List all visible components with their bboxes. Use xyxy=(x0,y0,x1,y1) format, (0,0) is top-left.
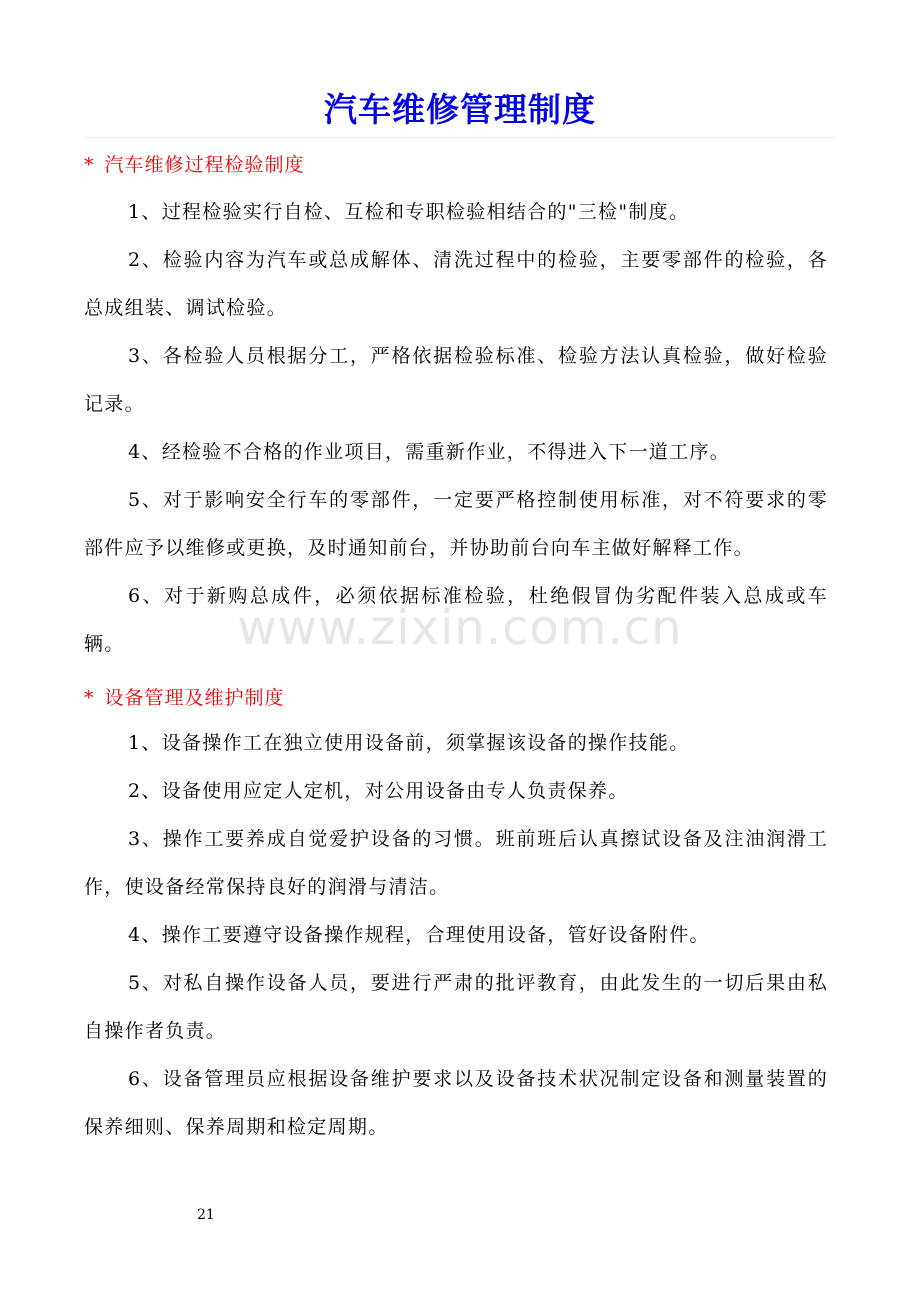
paragraph: 2、检验内容为汽车或总成解体、清洗过程中的检验，主要零部件的检验，各总成组装、调试检验。 xyxy=(84,249,828,319)
paragraph: 1、过程检验实行自检、互检和专职检验相结合的"三检"制度。 xyxy=(128,201,690,223)
section-heading-text: 汽车维修过程检验制度 xyxy=(104,154,305,176)
title-divider xyxy=(84,137,836,138)
paragraph: 4、经检验不合格的作业项目，需重新作业，不得进入下一道工序。 xyxy=(128,441,731,463)
paragraph: 3、操作工要养成自觉爱护设备的习惯。班前班后认真擦试设备及注油润滑工作，使设备经常保持良好的润滑与清洁。 xyxy=(84,828,828,898)
paragraph: 1、设备操作工在独立使用设备前，须掌握该设备的操作技能。 xyxy=(128,732,690,754)
section-marker: * xyxy=(84,154,95,176)
paragraph: 5、对私自操作设备人员，要进行严肃的批评教育，由此发生的一切后果由私自操作者负责。 xyxy=(84,972,828,1042)
section-heading-text: 设备管理及维护制度 xyxy=(104,687,285,709)
paragraph: 2、设备使用应定人定机，对公用设备由专人负责保养。 xyxy=(128,780,629,802)
paragraph: 6、设备管理员应根据设备维护要求以及设备技术状况制定设备和测量装置的保养细则、保养周期和检定周期。 xyxy=(84,1068,828,1138)
section-heading-equipment xyxy=(84,683,285,710)
paragraph: 3、各检验人员根据分工，严格依据检验标准、检验方法认真检验，做好检验记录。 xyxy=(84,345,828,415)
page-number: 21 xyxy=(197,1207,215,1223)
page-title: 汽车维修管理制度 xyxy=(324,90,596,129)
section-heading-inspection xyxy=(84,150,305,177)
section-marker: * xyxy=(84,687,95,709)
paragraph: 4、操作工要遵守设备操作规程，合理使用设备，管好设备附件。 xyxy=(128,924,710,946)
paragraph: 5、对于影响安全行车的零部件，一定要严格控制使用标准，对不符要求的零部件应予以维修或更换，及时通知前台，并协助前台向车主做好解释工作。 xyxy=(84,489,828,559)
paragraph: 6、对于新购总成件，必须依据标准检验，杜绝假冒伪劣配件装入总成或车辆。 xyxy=(84,585,828,655)
watermark: www.zixin.com.cn xyxy=(237,600,683,656)
